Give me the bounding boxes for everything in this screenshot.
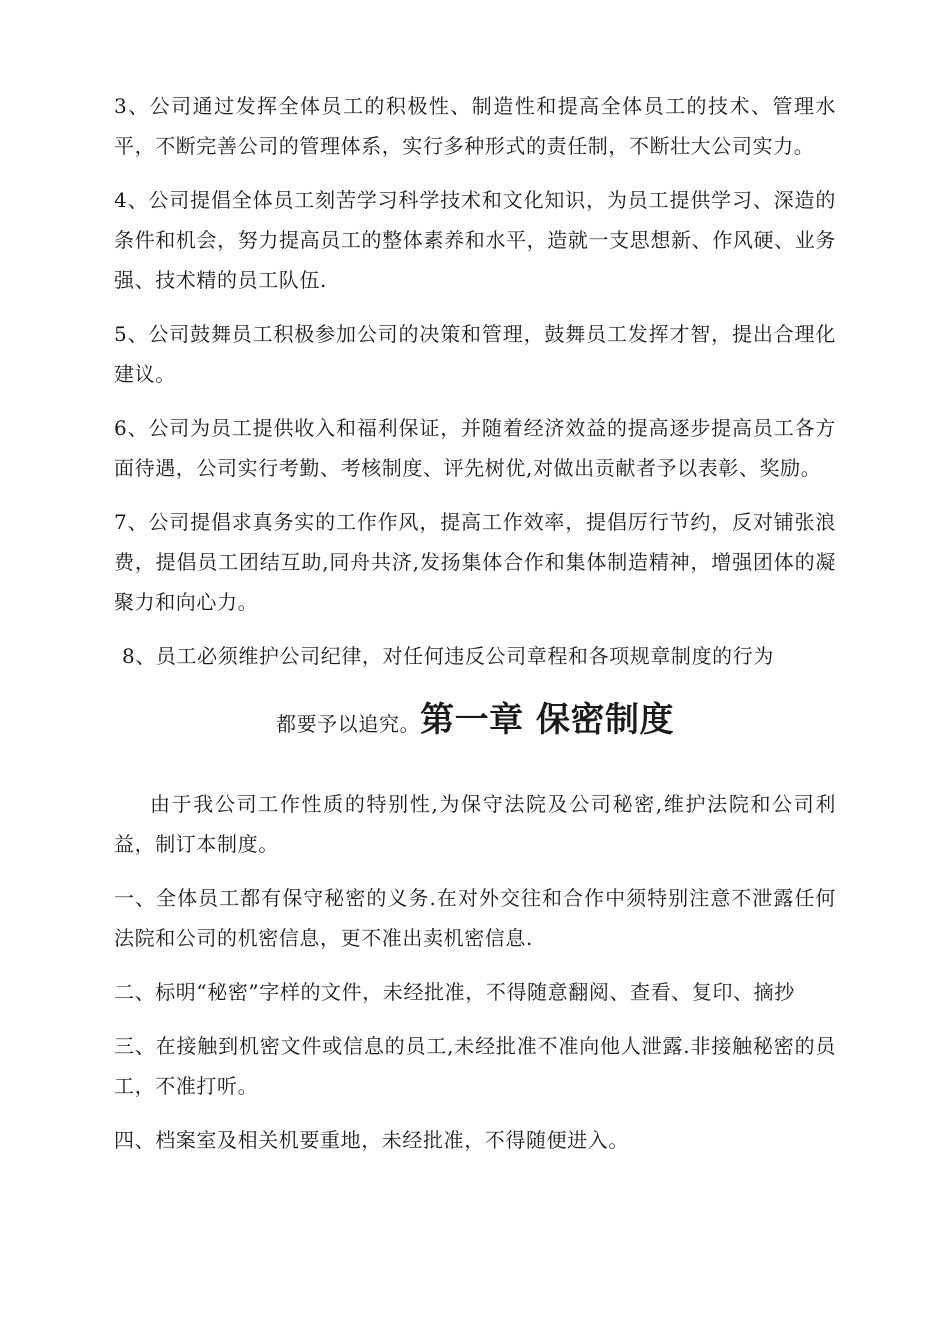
item-8-line2-with-chapter [114, 692, 836, 754]
paragraph-item-6: 6、公司为员工提供收入和福利保证，并随着经济效益的提高逐步提高员工各方面待遇，公司实行考勤、考核制度、评先树优,对做出贡献者予以表彰、奖励。 [114, 416, 836, 480]
rule-2: 二、标明“秘密”字样的文件，未经批准，不得随意翻阅、查看、复印、摘抄 [114, 980, 795, 1004]
rule-4: 四、档案室及相关机要重地，未经批准，不得随便进入。 [114, 1128, 629, 1152]
item-8-line1: 8、员工必须维护公司纪律，对任何违反公司章程和各项规章制度的行为 [122, 644, 774, 668]
rule-3: 三、在接触到机密文件或信息的员工,未经批准不准向他人泄露.非接触秘密的员工，不准打听。 [114, 1034, 836, 1098]
paragraph-item-4: 4、公司提倡全体员工刻苦学习科学技术和文化知识，为员工提供学习、深造的条件和机会，努力提高员工的整体素养和水平，造就一支思想新、作风硬、业务强、技术精的员工队伍. [114, 188, 836, 292]
rule-1: 一、全体员工都有保守秘密的义务.在对外交往和合作中须特别注意不泄露任何法院和公司的机密信息，更不准出卖机密信息. [114, 886, 836, 950]
item-8-line2: 都要予以追究。 [275, 712, 421, 736]
paragraph-item-8 [114, 636, 836, 754]
paragraph-item-3: 3、公司通过发挥全体员工的积极性、制造性和提高全体员工的技术、管理水平，不断完善公司的管理体系，实行多种形式的责任制，不断壮大公司实力。 [114, 94, 836, 158]
paragraph-item-7: 7、公司提倡求真务实的工作作风，提高工作效率，提倡厉行节约，反对铺张浪费，提倡员工团结互助,同舟共济,发扬集体合作和集体制造精神，增强团体的凝聚力和向心力。 [114, 510, 836, 614]
chapter-title: 第一章 保密制度 [420, 700, 675, 740]
document-page [114, 86, 836, 1174]
paragraph-item-5: 5、公司鼓舞员工积极参加公司的决策和管理，鼓舞员工发挥才智，提出合理化建议。 [114, 322, 836, 386]
chapter-intro: 由于我公司工作性质的特别性,为保守法院及公司秘密,维护法院和公司利益，制订本制度。 [114, 792, 836, 856]
